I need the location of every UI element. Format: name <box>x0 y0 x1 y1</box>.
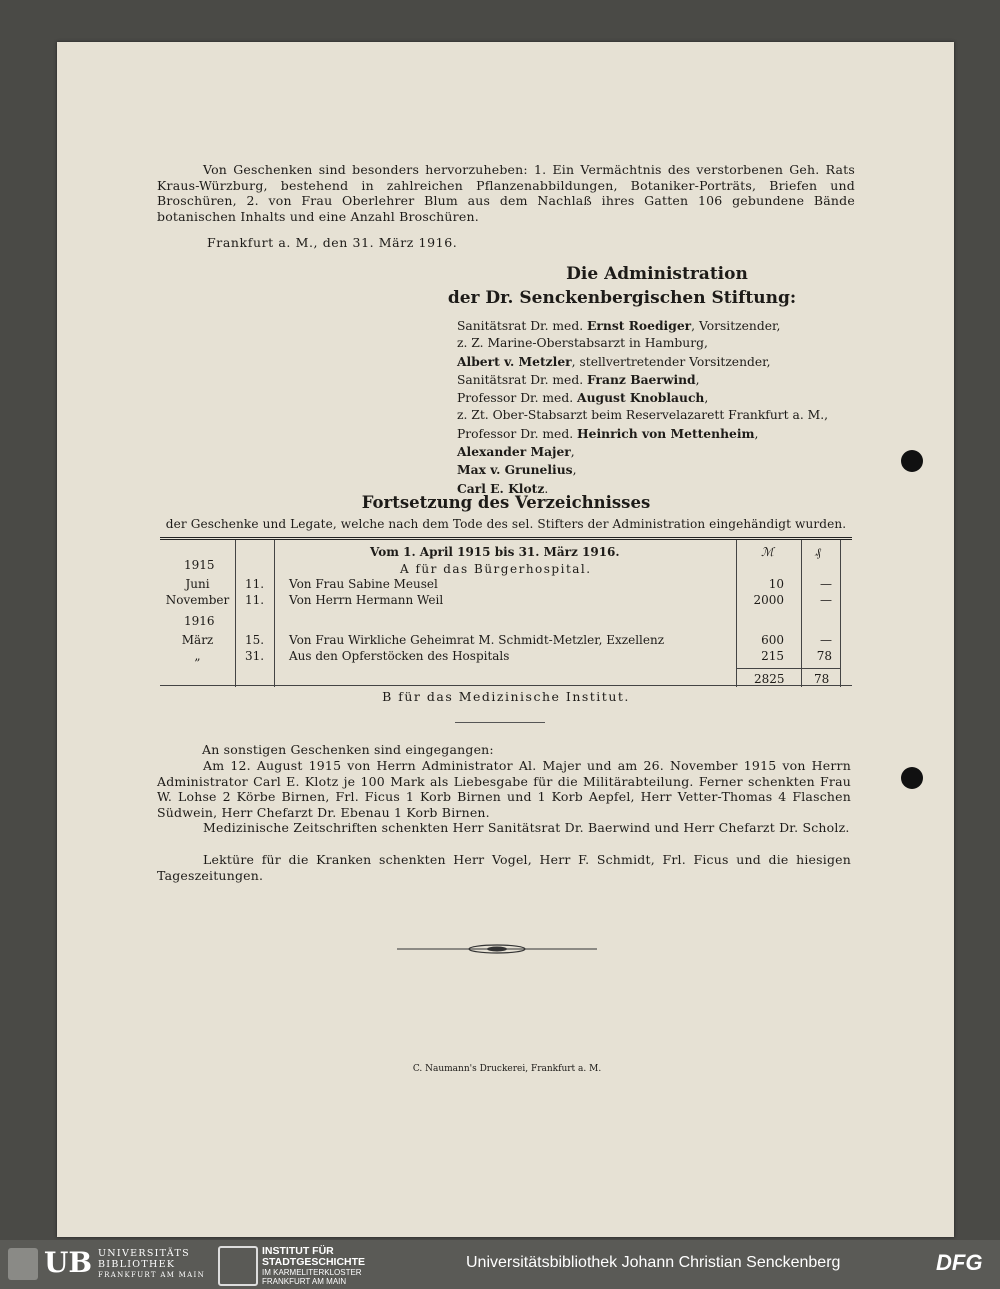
isg-text: INSTITUT FÜR STADTGESCHICHTE IM KARMELITERKLOSTER FRANKFURT AM MAIN <box>262 1245 366 1286</box>
ledger-mark: 215 <box>761 649 784 663</box>
ledger-month: März <box>181 633 214 647</box>
sub-b: B für das Medizinische Institut. <box>382 689 630 704</box>
divider <box>455 722 545 723</box>
library-name: Universitätsbibliothek Johann Christian Senckenberg <box>466 1254 841 1271</box>
ledger-day: 11. <box>245 577 265 591</box>
member-suffix: , <box>695 372 700 387</box>
admin-title: Die Administration <box>566 264 748 284</box>
member-prefix: Professor Dr. med. <box>457 426 578 441</box>
ub-text: UNIVERSITÄTS BIBLIOTHEK FRANKFURT AM MAIN <box>98 1248 205 1279</box>
total-pfennig: 78 <box>814 672 830 686</box>
member-line <box>457 425 937 443</box>
other-gifts-p3: Lektüre für die Kranken schenkten Herr Vogel, Herr F. Schmidt, Frl. Ficus und die hiesigen Tageszeitungen. <box>157 852 851 883</box>
ledger-pf: — <box>820 577 832 591</box>
ledger-day: 31. <box>245 649 265 663</box>
punch-hole <box>901 767 923 789</box>
section-subtitle: der Geschenke und Legate, welche nach dem Tode des sel. Stifters der Administration eingehändigt wurden. <box>165 517 847 531</box>
ledger-text: Aus den Opferstöcken des Hospitals <box>289 649 510 663</box>
ornament-divider <box>397 942 597 956</box>
other-gifts-p1: Am 12. August 1915 von Herrn Administrator Al. Majer und am 26. November 1915 von Herrn Administrator Carl E. Klotz je 100 Mark als Liebesgabe für die Militärabteilung. Ferner schenkten Frau W. Lohse 2 Körbe Birnen, Frl. Ficus 1 Korb Birnen und 1 Korb Aepfel, Herr Vetter-Thomas 4 Flaschen Südwein, Herr Chefarzt Dr. Ebenau 1 Korb Birnen. <box>157 758 851 820</box>
member-prefix: Sanitätsrat Dr. med. <box>457 319 588 333</box>
year-1915: 1915 <box>184 558 215 572</box>
ledger-month: November <box>165 593 230 607</box>
ledger-text: Von Frau Sabine Meusel <box>289 577 438 591</box>
section-title: Fortsetzung des Verzeichnisses <box>361 493 651 512</box>
ledger-sub-a: A für das Bürgerhospital. <box>400 562 592 576</box>
member-suffix: . <box>544 481 549 496</box>
admin-subtitle: der Dr. Senckenbergischen Stiftung: <box>447 288 797 308</box>
ledger-pf: — <box>820 593 832 607</box>
intro-paragraph: Von Geschenken sind besonders hervorzuheben: 1. Ein Vermächtnis des verstorbenen Geh. Rats Kraus-Würzburg, bestehend in zahlreichen Pflanzenabbildungen, Botaniker-Porträts, Briefen und Broschüren, 2. von Frau Oberlehrer Blum aus dem Nachlaß ihres Gatten 106 gebundene Bände botanischen Inhalts und eine Anzahl Broschüren. <box>157 162 855 224</box>
document-page <box>57 42 954 1237</box>
member-prefix: Professor Dr. med. <box>457 391 578 406</box>
member-suffix: , Vorsitzender, <box>691 319 781 333</box>
ledger-pf: 78 <box>816 649 832 663</box>
member-suffix: , <box>704 391 709 406</box>
other-gifts-p2: Medizinische Zeitschriften schenkten Herr Sanitätsrat Dr. Baerwind und Herr Chefarzt Dr. Scholz. <box>203 820 850 835</box>
other-gifts-intro: An sonstigen Geschenken sind eingegangen: <box>202 742 494 757</box>
member-name: Heinrich von Mettenheim <box>577 425 755 441</box>
ledger-day: 15. <box>245 633 265 647</box>
member-name: Carl E. Klotz <box>457 480 545 496</box>
member-line <box>457 461 937 479</box>
member-suffix: , <box>754 426 759 441</box>
date-line: Frankfurt a. M., den 31. März 1916. <box>207 235 458 250</box>
pfennig-header: ₰ <box>815 545 821 559</box>
member-line <box>457 443 937 461</box>
member-line <box>457 389 937 407</box>
ledger-text: Von Herrn Hermann Weil <box>289 593 444 607</box>
member-line <box>457 335 937 352</box>
ledger-period: Vom 1. April 1915 bis 31. März 1916. <box>370 545 620 559</box>
member-prefix: z. Zt. Ober-Stabsarzt beim Reservelazarett Frankfurt a. M., <box>457 408 829 423</box>
member-name: Max v. Grunelius <box>457 462 573 478</box>
total-mark: 2825 <box>754 672 785 686</box>
member-suffix: , stellvertretender Vorsitzender, <box>571 354 771 369</box>
ledger-month: „ <box>194 649 201 663</box>
ub-logo: UB <box>44 1246 93 1279</box>
member-name: Franz Baerwind <box>587 371 696 387</box>
member-prefix: z. Z. Marine-Oberstabsarzt in Hamburg, <box>457 336 708 351</box>
member-name: August Knoblauch <box>577 390 705 406</box>
ledger-mark: 600 <box>761 633 784 647</box>
ledger-day: 11. <box>245 593 265 607</box>
ledger-mark: 2000 <box>753 593 784 607</box>
dfg-logo: DFG <box>936 1250 983 1275</box>
punch-hole <box>901 450 923 472</box>
member-name: Alexander Majer <box>457 444 571 460</box>
portrait-logo-icon <box>8 1248 38 1280</box>
member-line <box>457 371 937 389</box>
footer-bar <box>0 1240 1000 1289</box>
ledger-text: Von Frau Wirkliche Geheimrat M. Schmidt-Metzler, Exzellenz <box>289 633 665 647</box>
member-suffix: , <box>570 445 575 460</box>
member-suffix: , <box>572 463 577 478</box>
ledger-mark: 10 <box>768 577 784 591</box>
member-list <box>457 317 937 498</box>
ledger-pf: — <box>820 633 832 647</box>
member-line <box>457 407 937 424</box>
mark-header: ℳ <box>761 545 774 559</box>
member-line <box>457 317 937 335</box>
member-name: Ernst Roediger <box>587 318 692 333</box>
member-prefix: Sanitätsrat Dr. med. <box>457 372 588 387</box>
year-1916: 1916 <box>184 614 215 628</box>
ledger-month: Juni <box>185 577 210 591</box>
member-name: Albert v. Metzler <box>457 353 572 369</box>
member-line <box>457 353 937 371</box>
printer-imprint: C. Naumann's Druckerei, Frankfurt a. M. <box>412 1064 602 1074</box>
isg-logo-icon <box>218 1246 258 1286</box>
